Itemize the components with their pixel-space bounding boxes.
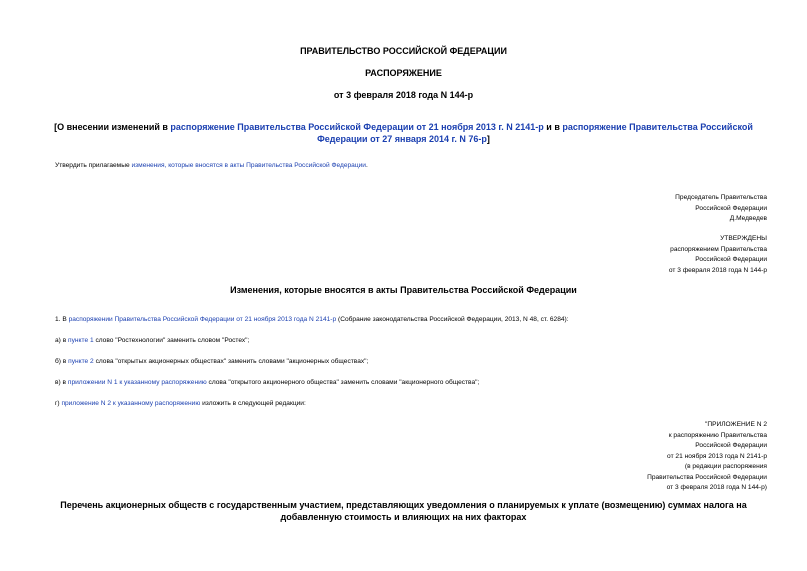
item-a [55, 337, 249, 344]
appendix-line-2: к распоряжению Правительства [668, 431, 767, 439]
item-v-link[interactable]: приложении N 1 к указанному распоряжению [67, 379, 207, 386]
approve-link[interactable]: изменения, которые вносятся в акты Правительства Российской Федерации [131, 162, 366, 169]
item-1-suffix: (Собрание законодательства Российской Федерации, 2013, N 48, ст. 6284): [336, 316, 569, 323]
title-open: [О внесении изменений в [54, 122, 171, 132]
approve-paragraph [55, 162, 368, 169]
appendix-line-3: Российской Федерации [695, 442, 767, 449]
title-link-2141[interactable]: распоряжение Правительства Российской Федерации от 21 ноября 2013 г. N 2141-р [170, 122, 544, 132]
appendix-block [647, 420, 767, 494]
appendix-line-1: "ПРИЛОЖЕНИЕ N 2 [704, 421, 767, 428]
title-close: ] [486, 134, 490, 144]
item-v [55, 379, 479, 386]
item-b-suffix: слова "открытых акционерных обществах" заменить словами "акционерных обществах"; [93, 358, 369, 365]
item-b [55, 358, 368, 365]
changes-heading: Изменения, которые вносятся в акты Правительства Российской Федерации [230, 285, 577, 295]
item-1 [55, 316, 569, 323]
approved-line-3: Российской Федерации [695, 256, 767, 263]
item-g [55, 400, 306, 407]
item-g-link[interactable]: приложение N 2 к указанному распоряжению [61, 400, 201, 407]
signature-line-1: Председатель Правительства [675, 194, 767, 201]
item-g-prefix: г) [55, 400, 62, 407]
approved-line-4: от 3 февраля 2018 года N 144-р [668, 266, 767, 274]
appendix-line-7: от 3 февраля 2018 года N 144-р) [666, 484, 767, 491]
item-1-prefix: 1. В [55, 316, 69, 323]
item-a-link[interactable]: пункте 1 [68, 337, 94, 344]
list-heading: Перечень акционерных обществ с государственным участием, представляющих уведомления о планируемых к уплате (возмещению) суммах налога на добавленную стоимость и влияющих на них факторах [60, 500, 747, 522]
approved-line-2: распоряжением Правительства [670, 245, 767, 253]
document-title [40, 121, 767, 145]
approve-suffix: . [365, 162, 368, 169]
government-title: ПРАВИТЕЛЬСТВО РОССИЙСКОЙ ФЕДЕРАЦИИ [300, 46, 507, 56]
signature-line-2: Российской Федерации [695, 204, 767, 212]
item-v-prefix: в) в [55, 379, 68, 386]
approved-block [669, 234, 767, 276]
document-date-number: от 3 февраля 2018 года N 144-р [333, 90, 474, 100]
signature-block [675, 193, 767, 225]
item-1-link[interactable]: распоряжении Правительства Российской Федерации от 21 ноября 2013 года N 2141-р [68, 316, 337, 323]
item-a-prefix: а) в [55, 337, 69, 344]
appendix-line-5: (в редакции распоряжения [684, 463, 767, 470]
item-b-link[interactable]: пункте 2 [68, 358, 94, 365]
item-b-prefix: б) в [55, 358, 69, 365]
title-link-76[interactable]: распоряжение Правительства Российской Федерации от 27 января 2014 г. N 76-р [317, 122, 753, 144]
item-v-suffix: слова "открытого акционерного общества" заменить словами "акционерного общества"; [206, 379, 480, 386]
signature-line-3: Д.Медведев [729, 215, 767, 222]
appendix-line-6: Правительства Российской Федерации [647, 473, 767, 481]
title-mid: и в [543, 122, 563, 132]
document-type: РАСПОРЯЖЕНИЕ [365, 68, 442, 78]
approved-line-1: УТВЕРЖДЕНЫ [720, 235, 767, 242]
appendix-line-4: от 21 ноября 2013 года N 2141-р [667, 452, 767, 460]
item-a-suffix: слово "Ростехнологии" заменить словом "Ростех"; [93, 337, 250, 344]
item-g-suffix: изложить в следующей редакции: [200, 400, 306, 407]
approve-prefix: Утвердить прилагаемые [55, 162, 132, 169]
